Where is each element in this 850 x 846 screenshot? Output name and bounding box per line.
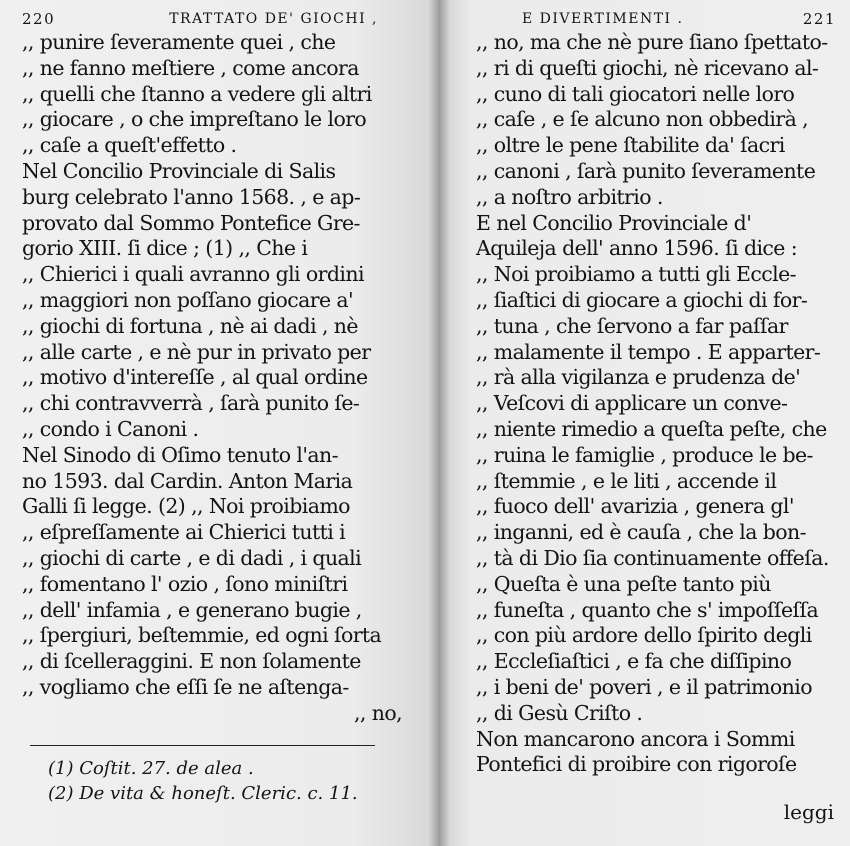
left-body-text bbox=[22, 30, 402, 727]
text-line: ,, niente rimedio a queſta peſte, che bbox=[476, 416, 827, 441]
text-line: ,, chi contravverrà , ſarà punito ſe- bbox=[22, 391, 360, 416]
text-line: ,, di ſcelleraggini. E non ſolamente bbox=[22, 649, 361, 674]
text-line: ,, funeſta , quanto che s' impoſſeſſa bbox=[476, 597, 819, 622]
text-line: ,, oltre le pene ſtabilite da' ſacri bbox=[476, 133, 785, 158]
footnote-rule bbox=[30, 745, 375, 746]
left-running-head bbox=[22, 8, 402, 30]
text-line: ,, motivo d'intereſſe , al qual ordine bbox=[22, 365, 368, 390]
text-line: ,, eſpreſſamente ai Chierici tutti i bbox=[22, 520, 346, 545]
text-line: E nel Concilio Provinciale d' bbox=[476, 210, 752, 235]
text-line: provato dal Sommo Pontefice Gre- bbox=[22, 210, 360, 235]
text-line: ,, ri di queſti giochi, nè ricevano al- bbox=[476, 55, 819, 80]
text-line: ,, no, bbox=[353, 700, 402, 725]
footnote: (2) De vita & honeſt. Cleric. c. 11. bbox=[48, 782, 358, 804]
text-line: ,, maggiori non poſſano giocare a' bbox=[22, 287, 354, 312]
text-line: burg celebrato l'anno 1568. , e ap- bbox=[22, 184, 361, 209]
right-page bbox=[438, 0, 850, 846]
text-line: ,, Eccleſiaſtici , e fa che diſſipino bbox=[476, 649, 792, 674]
text-line: ,, caſe , e ſe alcuno non obbedirà , bbox=[476, 107, 809, 132]
text-line: ,, giochi di fortuna , nè ai dadi , nè bbox=[22, 313, 358, 338]
text-line: ,, caſe a queſt'effetto . bbox=[22, 133, 237, 158]
right-body-text bbox=[476, 30, 836, 778]
text-line: ,, condo i Canoni . bbox=[22, 416, 199, 441]
text-line: ,, giochi di carte , e di dadi , i quali bbox=[22, 545, 362, 570]
right-page-number: 221 bbox=[802, 10, 836, 28]
text-line: ,, canoni , ſarà punito ſeveramente bbox=[476, 158, 816, 183]
text-line: ,, Veſcovi di applicare un conve- bbox=[476, 391, 788, 416]
text-line: Nel Sinodo di Oſimo tenuto l'an- bbox=[22, 442, 338, 467]
text-line: ,, tuna , che ſervono a far paſſar bbox=[476, 313, 788, 338]
text-line: ,, no, ma che nè pure ſiano ſpettato- bbox=[476, 30, 828, 54]
text-line: Nel Concilio Provinciale di Salis bbox=[22, 158, 336, 183]
text-line: Galli ſi legge. (2) ,, Noi proibiamo bbox=[22, 494, 350, 519]
text-line: ,, Queſta è una peſte tanto più bbox=[476, 571, 771, 596]
footnote: (1) Coſtit. 27. de alea . bbox=[48, 757, 254, 779]
text-line: Pontefici di proibire con rigoroſe bbox=[476, 752, 797, 777]
text-line: ,, alle carte , e nè pur in privato per bbox=[22, 339, 371, 364]
text-line: ,, inganni, ed è cauſa , che la bon- bbox=[476, 520, 806, 545]
text-line: ,, fomentano l' ozio , ſono miniſtri bbox=[22, 571, 348, 596]
text-line: ,, punire ſeveramente quei , che bbox=[22, 30, 336, 54]
text-line: Aquileja dell' anno 1596. ſi dice : bbox=[476, 236, 798, 261]
book-gutter bbox=[428, 0, 450, 846]
text-line: ,, dell' infamia , e generano bugie , bbox=[22, 597, 362, 622]
text-line: gorio XIII. ſi dice ; (1) ,, Che i bbox=[22, 236, 308, 261]
footnotes bbox=[22, 756, 402, 806]
text-line: ,, tà di Dio ſia continuamente offeſa. bbox=[476, 545, 829, 570]
catchword: leggi bbox=[783, 800, 834, 824]
text-line: ,, ſtemmie , e le liti , accende il bbox=[476, 468, 777, 493]
text-line: ,, di Gesù Criſto . bbox=[476, 700, 643, 725]
text-line: ,, quelli che ſtanno a vedere gli altri bbox=[22, 81, 372, 106]
text-line: ,, rà alla vigilanza e prudenza de' bbox=[476, 365, 801, 390]
left-running-title: TRATTATO DE' GIOCHI , bbox=[169, 11, 378, 27]
left-page-number: 220 bbox=[22, 10, 56, 28]
text-line: ,, ſiaſtici di giocare a giochi di for- bbox=[476, 287, 808, 312]
text-line: ,, cuno di tali giocatori nelle loro bbox=[476, 81, 795, 106]
text-line: ,, con più ardore dello ſpirito degli bbox=[476, 623, 812, 648]
text-line: ,, i beni de' poveri , e il patrimonio bbox=[476, 674, 812, 699]
text-line: no 1593. dal Cardin. Anton Maria bbox=[22, 468, 353, 493]
text-line: ,, Noi proibiamo a tutti gli Eccle- bbox=[476, 262, 796, 287]
right-running-head bbox=[476, 8, 836, 30]
text-line: ,, Chierici i quali avranno gli ordini bbox=[22, 262, 364, 287]
text-line: ,, a noſtro arbitrio . bbox=[476, 184, 663, 209]
text-line: ,, ne fanno meſtiere , come ancora bbox=[22, 55, 359, 80]
text-line: ,, fuoco dell' avarizia , genera gl' bbox=[476, 494, 794, 519]
text-line: ,, giocare , o che impreſtano le loro bbox=[22, 107, 367, 132]
text-line: ,, ruina le famiglie , produce le be- bbox=[476, 442, 813, 467]
text-line: ,, malamente il tempo . E apparter- bbox=[476, 339, 821, 364]
text-line: Non mancarono ancora i Sommi bbox=[476, 726, 795, 751]
text-line: ,, ſpergiuri, beſtemmie, ed ogni ſorta bbox=[22, 623, 382, 648]
text-line: ,, vogliamo che eſſi ſe ne aſtenga- bbox=[22, 674, 349, 699]
right-running-title: E DIVERTIMENTI . bbox=[522, 11, 684, 27]
